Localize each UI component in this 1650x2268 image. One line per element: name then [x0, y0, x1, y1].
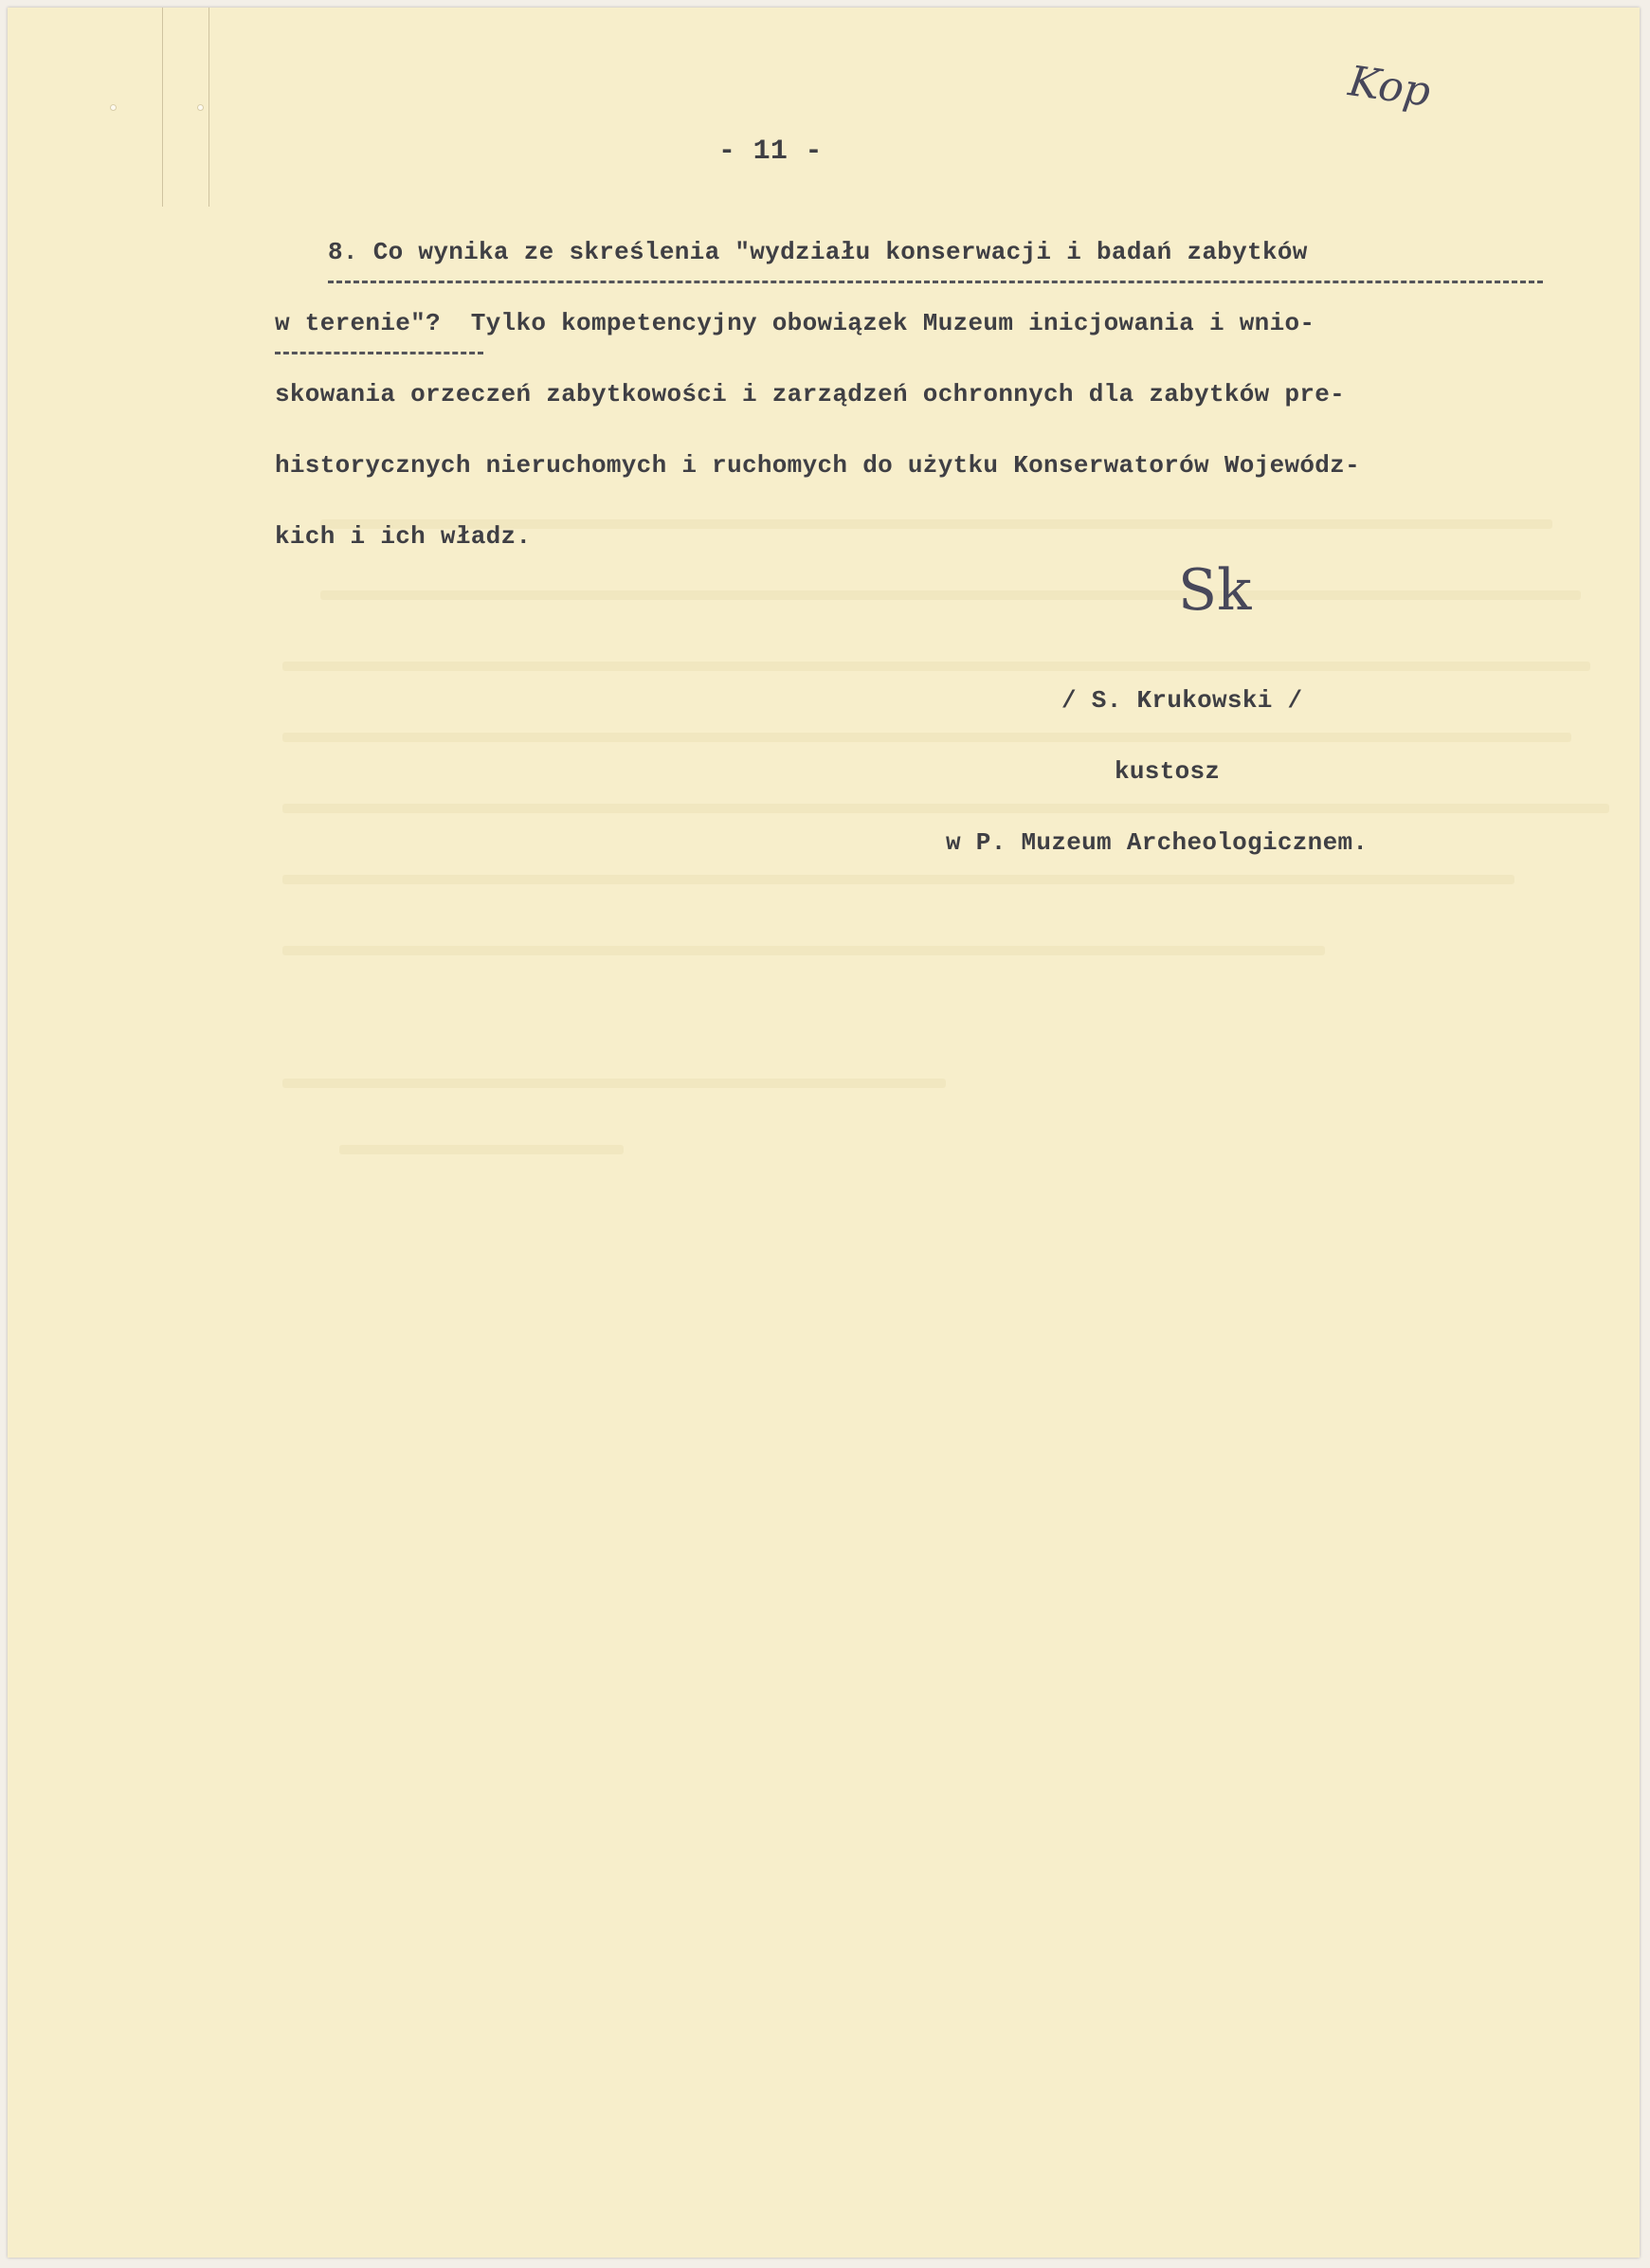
question-line-3: skowania orzeczeń zabytkowości i zarządzeń ochronnych dla zabytków pre-	[275, 380, 1346, 408]
handwritten-initials: Sk	[1178, 557, 1252, 624]
page-number: - 11 -	[718, 136, 823, 168]
question-line-2: w terenie"? Tylko kompetencyjny obowiązek Muzeum inicjowania i wnio-	[275, 309, 1315, 337]
show-through-line	[339, 1145, 624, 1154]
show-through-line	[282, 1079, 946, 1088]
underline-1	[328, 281, 1543, 283]
punch-hole	[197, 104, 204, 111]
show-through-line	[282, 946, 1325, 955]
show-through-line	[282, 804, 1609, 813]
question-line-4: historycznych nieruchomych i ruchomych do użytku Konserwatorów Wojewódz-	[275, 451, 1360, 480]
show-through-line	[282, 733, 1571, 742]
underline-2	[275, 352, 483, 354]
show-through-line	[282, 662, 1590, 671]
signature-title: kustosz	[1115, 757, 1221, 786]
show-through-line	[320, 590, 1581, 600]
document-page	[8, 8, 1640, 2258]
question-line-5: kich i ich władz.	[275, 522, 532, 551]
punch-hole	[110, 104, 117, 111]
question-line-1: 8. Co wynika ze skreślenia "wydziału konserwacji i badań zabytków	[328, 238, 1308, 266]
show-through-line	[282, 875, 1514, 884]
fold-line	[162, 8, 163, 207]
signature-name: / S. Krukowski /	[1061, 686, 1303, 715]
signature-institution: w P. Muzeum Archeologicznem.	[946, 828, 1369, 857]
annotation-kop: Kop	[1345, 57, 1434, 117]
